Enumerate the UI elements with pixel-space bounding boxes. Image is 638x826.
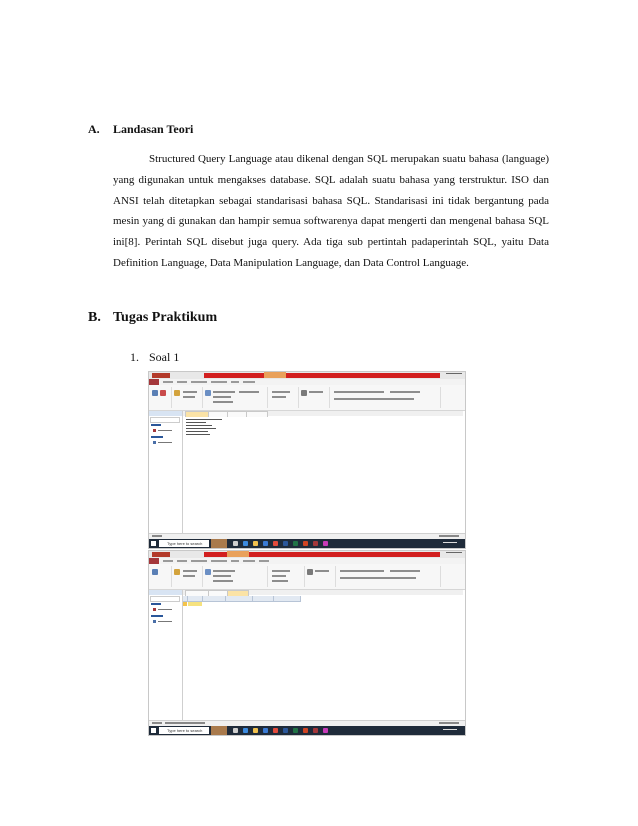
taskbar-clock[interactable] — [443, 727, 457, 734]
filter-icon — [205, 390, 211, 396]
sql-line — [186, 419, 222, 420]
tab-design — [243, 381, 255, 383]
queries-group-label[interactable] — [151, 615, 163, 617]
section-b-letter: B. — [88, 310, 101, 325]
excel-icon[interactable] — [293, 541, 298, 546]
table-icon — [153, 429, 156, 432]
quick-access-toolbar — [152, 552, 170, 557]
ribbon-group-sort-filter — [203, 387, 268, 408]
record-navigator[interactable] — [165, 722, 205, 724]
tab-external-data — [191, 560, 207, 562]
find-icon — [301, 390, 307, 396]
chrome-icon[interactable] — [273, 728, 278, 733]
column-header[interactable] — [274, 596, 301, 601]
section-b-title: Tugas Praktikum — [113, 310, 218, 325]
ribbon-group-find — [305, 566, 336, 587]
ribbon — [149, 564, 465, 590]
section-a-heading — [88, 122, 388, 138]
access-screenshot-sql-view — [148, 371, 466, 549]
ribbon-group-find — [299, 387, 330, 408]
quick-access-toolbar — [152, 373, 170, 378]
query-icon — [153, 620, 156, 623]
access-icon[interactable] — [313, 541, 318, 546]
file-explorer-icon[interactable] — [253, 541, 258, 546]
word-icon[interactable] — [283, 541, 288, 546]
ribbon-group-views — [149, 387, 172, 408]
window-titlebar — [149, 551, 465, 558]
find-icon — [307, 569, 313, 575]
queries-group-label[interactable] — [151, 436, 163, 438]
chrome-icon[interactable] — [273, 541, 278, 546]
ribbon-group-text-formatting — [330, 387, 441, 408]
ribbon-group-clipboard — [172, 387, 203, 408]
document-tabs — [183, 411, 463, 416]
store-icon[interactable] — [263, 728, 268, 733]
column-header[interactable] — [226, 596, 253, 601]
view-icon — [152, 390, 158, 396]
tab-fields — [243, 560, 255, 562]
access-screenshot-datasheet-view — [148, 550, 466, 736]
record-selector[interactable] — [183, 602, 187, 606]
ribbon-group-records — [268, 566, 305, 587]
tab-create — [177, 381, 187, 383]
tab-table — [259, 560, 269, 562]
filter-icon — [205, 569, 211, 575]
datasheet-grid[interactable] — [183, 596, 463, 721]
view-icon — [152, 569, 158, 575]
excel-icon[interactable] — [293, 728, 298, 733]
window-titlebar — [149, 372, 465, 379]
window-controls — [446, 552, 462, 557]
list-item-soal-1 — [130, 350, 179, 365]
word-icon[interactable] — [283, 728, 288, 733]
powerpoint-icon[interactable] — [303, 728, 308, 733]
query-tools-tab — [264, 372, 286, 378]
tab-help — [231, 381, 239, 383]
list-item-number: 1. — [130, 350, 139, 364]
sql-editor[interactable] — [183, 417, 463, 534]
sql-line — [186, 425, 212, 426]
title-bar-highlight — [204, 373, 440, 378]
navigation-pane[interactable] — [149, 590, 183, 721]
paste-icon — [174, 390, 180, 396]
document-tabs — [183, 590, 463, 595]
windows-taskbar — [149, 539, 465, 548]
section-a-title: Landasan Teori — [113, 122, 194, 136]
run-icon — [160, 390, 166, 396]
task-view-icon[interactable] — [233, 541, 238, 546]
window-controls — [446, 373, 462, 378]
table-icon — [153, 608, 156, 611]
taskbar-search-placeholder: Type here to search — [167, 728, 203, 733]
tab-create — [177, 560, 187, 562]
ribbon-group-clipboard — [172, 566, 203, 587]
sql-line — [186, 431, 208, 432]
sql-line — [186, 428, 216, 429]
ribbon-group-records — [268, 387, 299, 408]
tab-home — [163, 381, 173, 383]
windows-taskbar — [149, 726, 465, 735]
taskbar-search[interactable] — [159, 540, 209, 547]
tables-group-label[interactable] — [151, 603, 161, 605]
tab-home — [163, 560, 173, 562]
sql-line — [186, 434, 210, 435]
paste-icon — [174, 569, 180, 575]
active-cell[interactable] — [188, 602, 202, 606]
navigation-search[interactable] — [150, 417, 180, 423]
section-b-heading — [88, 310, 388, 328]
ribbon-group-views — [149, 566, 172, 587]
sql-line — [186, 422, 206, 423]
column-header[interactable] — [253, 596, 274, 601]
app-icon[interactable] — [323, 728, 328, 733]
table-tools-tab — [227, 551, 249, 557]
powerpoint-icon[interactable] — [303, 541, 308, 546]
edge-icon[interactable] — [243, 728, 248, 733]
tables-group-label[interactable] — [151, 424, 161, 426]
table-row[interactable] — [183, 602, 301, 606]
task-view-icon[interactable] — [233, 728, 238, 733]
file-explorer-icon[interactable] — [253, 728, 258, 733]
tab-external-data — [191, 381, 207, 383]
ribbon — [149, 385, 465, 411]
taskbar-clock[interactable] — [443, 540, 457, 547]
column-header[interactable] — [203, 596, 226, 601]
taskbar-widget-icon[interactable] — [211, 726, 227, 735]
list-item-label: Soal 1 — [149, 350, 180, 364]
ribbon-group-sort-filter — [203, 566, 268, 587]
tab-help — [231, 560, 239, 562]
navigation-pane-header[interactable] — [149, 411, 182, 416]
start-icon[interactable] — [151, 728, 156, 733]
edge-icon[interactable] — [243, 541, 248, 546]
tab-database-tools — [211, 381, 227, 383]
taskbar-search[interactable] — [159, 727, 209, 734]
taskbar-widget-icon[interactable] — [211, 539, 227, 548]
store-icon[interactable] — [263, 541, 268, 546]
section-a-paragraph: Structured Query Language atau dikenal dengan SQL merupakan suatu bahasa (language) yang digunakan untuk mengakses database. SQL adalah suatu bahasa yang terstruktur. ISO dan ANSI telah ditetapkan sebagai standarisasi bahasa SQL. Standarisasi ini tidak bergantung pada mesin yang di gunakan dan hampir semua softwarenya dapat mengerti dan mengenal bahasa SQL ini[8]. Perintah SQL disebut juga query. Ada tiga sub pertintah padaperintah SQL, yaitu Data Definition Language, Data Manipulation Language, dan Data Control Language. — [113, 153, 549, 269]
tab-database-tools — [211, 560, 227, 562]
column-header[interactable] — [188, 596, 203, 601]
start-icon[interactable] — [151, 541, 156, 546]
navigation-pane-header[interactable] — [149, 590, 182, 595]
query-icon — [153, 441, 156, 444]
navigation-pane[interactable] — [149, 411, 183, 534]
navigation-search[interactable] — [150, 596, 180, 602]
ribbon-group-text-formatting — [336, 566, 441, 587]
taskbar-search-placeholder: Type here to search — [167, 541, 203, 546]
app-icon[interactable] — [323, 541, 328, 546]
access-icon[interactable] — [313, 728, 318, 733]
section-a-letter: A. — [88, 122, 100, 136]
